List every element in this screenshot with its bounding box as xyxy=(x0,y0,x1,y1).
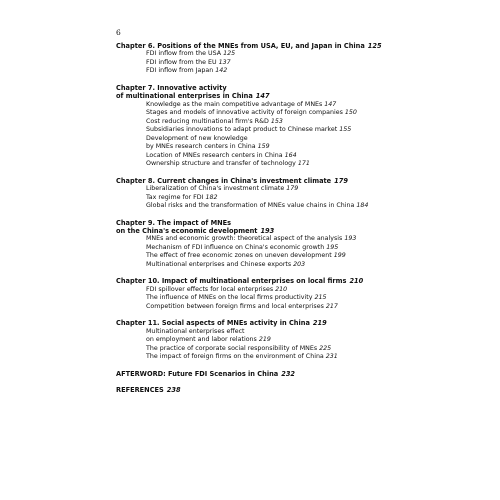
chapter-title-line xyxy=(116,42,486,50)
section-title: Ownership structure and transfer of technology xyxy=(146,160,296,168)
section-list xyxy=(146,185,486,211)
chapter-page-number: 238 xyxy=(166,386,181,395)
section-title: FDI inflow from Japan xyxy=(146,67,214,75)
section-entry xyxy=(146,160,486,169)
section-page-number: 155 xyxy=(339,126,352,134)
section-title: MNEs and economic growth: theoretical aspect of the analysis xyxy=(146,235,343,243)
section-entry xyxy=(146,185,486,194)
section-entry xyxy=(146,152,486,161)
section-title: Location of MNEs research centers in China xyxy=(146,151,283,159)
section-page-number: 219 xyxy=(258,336,271,344)
chapter-page-number: 147 xyxy=(255,92,270,101)
chapter-title-line xyxy=(116,386,486,394)
chapter-title-line xyxy=(116,219,486,227)
chapter-title-text: Chapter 11. Social aspects of MNEs activity in China xyxy=(116,319,310,328)
section-page-number: 195 xyxy=(326,243,339,251)
section-entry xyxy=(146,252,486,261)
section-title: on employment and labor relations xyxy=(146,336,257,344)
table-of-contents xyxy=(116,42,486,403)
section-title: by MNEs research centers in China xyxy=(146,143,256,151)
section-title: Cost reducing multinational firm's R&D xyxy=(146,117,269,125)
chapter-page-number: 193 xyxy=(260,227,275,236)
section-title: Global risks and the transformation of MNEs value chains in China xyxy=(146,202,355,210)
chapter-title-line xyxy=(116,177,486,185)
section-list xyxy=(146,328,486,362)
section-entry xyxy=(146,303,486,312)
section-page-number: 142 xyxy=(215,67,228,75)
section-list xyxy=(146,50,486,76)
section-entry xyxy=(146,59,486,68)
chapter-title-line xyxy=(116,227,486,235)
section-title: Mechanism of FDI influence on China's economic growth xyxy=(146,243,325,251)
section-page-number: 150 xyxy=(344,109,357,117)
page-number: 6 xyxy=(116,28,121,37)
section-entry xyxy=(146,345,486,354)
section-entry xyxy=(146,294,486,303)
section-page-number: 153 xyxy=(270,117,283,125)
section-title: Competition between foreign firms and local enterprises xyxy=(146,302,324,310)
section-entry xyxy=(146,328,486,337)
section-entry xyxy=(146,135,486,144)
chapter-title-text: Chapter 8. Current changes in China's investment climate xyxy=(116,176,332,185)
toc-chapter xyxy=(116,277,486,311)
section-page-number: 231 xyxy=(325,353,338,361)
section-list xyxy=(146,101,486,169)
section-entry xyxy=(146,109,486,118)
section-page-number: 199 xyxy=(333,252,346,260)
section-page-number: 193 xyxy=(344,235,357,243)
section-entry xyxy=(146,336,486,345)
chapter-title-text: of multinational enterprises in China xyxy=(116,92,253,101)
section-title: Multinational enterprises and Chinese exports xyxy=(146,260,292,268)
toc-chapter xyxy=(116,42,486,76)
chapter-title-line xyxy=(116,319,486,327)
toc-chapter xyxy=(116,219,486,270)
section-entry xyxy=(146,194,486,203)
chapter-page-number: 125 xyxy=(367,42,382,50)
section-entry xyxy=(146,101,486,110)
chapter-page-number: 179 xyxy=(334,176,348,185)
section-page-number: 184 xyxy=(356,202,369,210)
chapter-title-text: Chapter 7. Innovative activity xyxy=(116,83,227,92)
chapter-title-text: on the China's economic development xyxy=(116,227,258,236)
section-entry xyxy=(146,126,486,135)
toc-chapter xyxy=(116,386,486,394)
section-page-number: 182 xyxy=(205,193,218,201)
section-title: Development of new knowledge xyxy=(146,134,248,142)
section-title: FDI spillover effects for local enterprises xyxy=(146,285,274,293)
section-page-number: 171 xyxy=(297,160,310,168)
toc-chapter xyxy=(116,370,486,378)
section-list xyxy=(146,235,486,269)
chapter-title-text: Chapter 9. The impact of MNEs xyxy=(116,218,232,227)
chapter-title-text: REFERENCES xyxy=(116,386,164,395)
toc-chapter xyxy=(116,177,486,211)
section-entry xyxy=(146,50,486,59)
section-title: The effect of free economic zones on uneven development xyxy=(146,252,332,260)
section-page-number: 125 xyxy=(223,50,236,58)
section-list xyxy=(146,286,486,312)
section-entry xyxy=(146,143,486,152)
toc-chapter xyxy=(116,84,486,169)
section-entry xyxy=(146,261,486,270)
section-page-number: 164 xyxy=(284,151,297,159)
chapter-page-number: 210 xyxy=(349,277,364,286)
chapter-title-line xyxy=(116,277,486,285)
section-entry xyxy=(146,118,486,127)
section-title: Tax regime for FDI xyxy=(146,193,204,201)
toc-chapter xyxy=(116,319,486,361)
section-title: The influence of MNEs on the local firms productivity xyxy=(146,294,313,302)
chapter-page-number: 219 xyxy=(312,319,327,328)
section-title: FDI inflow from the EU xyxy=(146,58,217,66)
section-page-number: 215 xyxy=(314,294,327,302)
section-entry xyxy=(146,67,486,76)
chapter-title-text: Chapter 10. Impact of multinational enterprises on local firms xyxy=(116,277,347,286)
section-page-number: 137 xyxy=(218,58,231,66)
chapter-title-line xyxy=(116,84,486,92)
section-entry xyxy=(146,353,486,362)
section-page-number: 225 xyxy=(319,344,332,352)
section-title: Multinational enterprises effect xyxy=(146,327,245,335)
chapter-title-text: Chapter 6. Positions of the MNEs from USA, EU, and Japan in China xyxy=(116,42,365,50)
section-title: Subsidiaries innovations to adapt product to Chinese market xyxy=(146,126,338,134)
chapter-title-line xyxy=(116,370,486,378)
section-title: Stages and models of innovative activity of foreign companies xyxy=(146,109,343,117)
section-entry xyxy=(146,244,486,253)
section-title: The practice of corporate social responsibility of MNEs xyxy=(146,344,318,352)
section-page-number: 179 xyxy=(286,185,299,193)
section-title: FDI inflow from the USA xyxy=(146,50,222,58)
section-entry xyxy=(146,286,486,295)
section-entry xyxy=(146,235,486,244)
section-title: Knowledge as the main competitive advantage of MNEs xyxy=(146,100,323,108)
section-title: Liberalization of China's investment climate xyxy=(146,185,285,193)
section-title: The impact of foreign firms on the environment of China xyxy=(146,353,324,361)
chapter-page-number: 232 xyxy=(281,369,295,378)
section-page-number: 147 xyxy=(324,100,337,108)
chapter-title-text: AFTERWORD: Future FDI Scenarios in China xyxy=(116,369,279,378)
section-page-number: 203 xyxy=(293,260,306,268)
section-page-number: 217 xyxy=(325,302,338,310)
section-entry xyxy=(146,202,486,211)
chapter-title-line xyxy=(116,92,486,100)
section-page-number: 159 xyxy=(257,143,270,151)
section-page-number: 210 xyxy=(275,285,288,293)
